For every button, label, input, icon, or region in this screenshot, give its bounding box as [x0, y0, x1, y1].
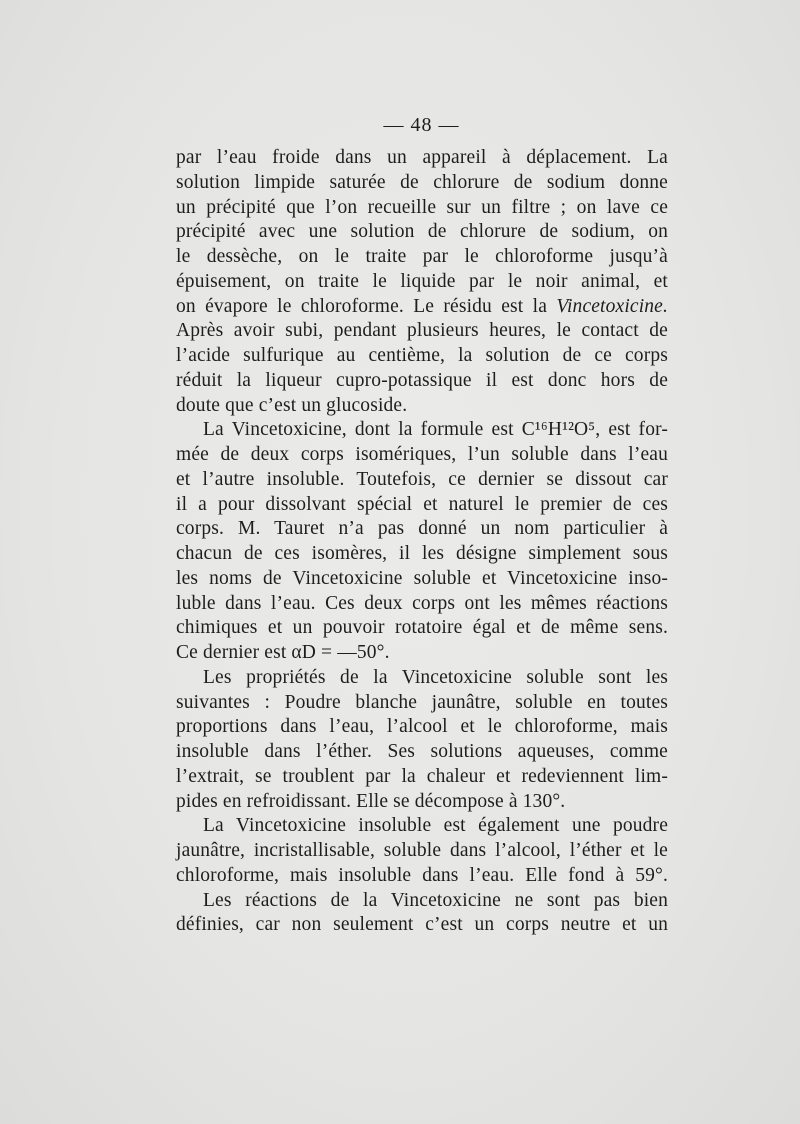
- text-line-content: insoluble dans l’éther. Ses solutions aqueuses, comme: [176, 741, 668, 762]
- italic-term: Vincetoxicine.: [556, 295, 668, 317]
- text-line-content: et l’autre insoluble. Toutefois, ce dernier se dissout car: [176, 468, 668, 490]
- text-line: [176, 468, 668, 493]
- text-line-content: précipité avec une solution de chlorure de sodium, on: [176, 221, 668, 243]
- text-line-content: l’acide sulfurique au centième, la solution de ce corps: [176, 345, 668, 366]
- text-line-content: luble dans l’eau. Ces deux corps ont les mêmes réactions: [176, 592, 668, 614]
- text-line-content: les noms de Vincetoxicine soluble et Vincetoxicine inso-: [176, 567, 668, 589]
- text-line-content: La Vincetoxicine, dont la formule est C¹⁶H¹²O⁵, est for-: [203, 419, 668, 441]
- text-line: [176, 765, 668, 790]
- text-line: [176, 517, 668, 542]
- text-line: [176, 146, 668, 171]
- text-line: [176, 542, 668, 567]
- text-line-content: doute que c’est un glucoside.: [176, 394, 408, 416]
- text-line: [176, 567, 668, 592]
- text-line: [176, 196, 668, 221]
- text-line: [176, 740, 668, 765]
- text-line: [176, 889, 668, 914]
- text-line-content: épuisement, on traite le liquide par le noir animal, et: [176, 270, 668, 292]
- text-line: [176, 790, 668, 815]
- text-line-content: pides en refroidissant. Elle se décompose à 130°.: [176, 790, 566, 812]
- text-line-content: Après avoir subi, pendant plusieurs heures, le contact de: [176, 320, 668, 342]
- text-line: [176, 691, 668, 716]
- text-line: [176, 839, 668, 864]
- text-line-content: il a pour dissolvant spécial et naturel le premier de ces: [176, 493, 668, 515]
- text-line: [176, 666, 668, 691]
- text-line-content: l’extrait, se troublent par la chaleur et redeviennent lim-: [176, 765, 668, 787]
- text-line-content: Les réactions de la Vincetoxicine ne sont pas bien: [203, 889, 668, 911]
- text-line-content: La Vincetoxicine insoluble est également une poudre: [203, 815, 668, 837]
- text-line-content: suivantes : Poudre blanche jaunâtre, soluble en toutes: [176, 691, 668, 713]
- text-line: [176, 369, 668, 394]
- body-text: [176, 146, 668, 938]
- text-line: [176, 592, 668, 617]
- text-line-content: Ce dernier est αD = —50°.: [176, 642, 390, 663]
- text-line-content: Les propriétés de la Vincetoxicine soluble sont les: [203, 666, 668, 688]
- text-line-content: un précipité que l’on recueille sur un filtre ; on lave ce: [176, 196, 668, 218]
- text-line: [176, 245, 668, 270]
- text-line-content: corps. M. Tauret n’a pas donné un nom particulier à: [176, 518, 668, 540]
- text-line: [176, 443, 668, 468]
- text-line-content: chacun de ces isomères, il les désigne simplement sous: [176, 543, 668, 564]
- text-line: [176, 715, 668, 740]
- text-line-content: par l’eau froide dans un appareil à déplacement. La: [176, 147, 668, 168]
- text-line: [176, 913, 668, 938]
- text-line-content: mée de deux corps isomériques, l’un soluble dans l’eau: [176, 444, 668, 465]
- page-number: — 48 —: [383, 114, 460, 136]
- text-line-content: on évapore le chloroforme. Le résidu est la: [176, 295, 548, 317]
- text-line: [176, 270, 668, 295]
- text-line: [176, 493, 668, 518]
- text-line: [176, 344, 668, 369]
- text-line: [176, 171, 668, 196]
- text-line: [176, 220, 668, 245]
- text-line: [176, 616, 668, 641]
- text-line: [176, 319, 668, 344]
- text-line-content: réduit la liqueur cupro-potassique il est donc hors de: [176, 369, 668, 391]
- text-line: [176, 394, 668, 419]
- text-line: [176, 864, 668, 889]
- text-line: [176, 641, 668, 666]
- text-line-content: définies, car non seulement c’est un corps neutre et un: [176, 914, 668, 936]
- text-line-content: le dessèche, on le traite par le chloroforme jusqu’à: [176, 246, 668, 267]
- text-line-content: proportions dans l’eau, l’alcool et le chloroforme, mais: [176, 716, 668, 738]
- text-line: [176, 295, 668, 320]
- text-line-content: solution limpide saturée de chlorure de sodium donne: [176, 171, 668, 193]
- text-line-content: chimiques et un pouvoir rotatoire égal et de même sens.: [176, 617, 668, 639]
- text-line: [176, 814, 668, 839]
- text-line-content: jaunâtre, incristallisable, soluble dans l’alcool, l’éther et le: [176, 840, 668, 861]
- text-line: [176, 418, 668, 443]
- text-line-content: chloroforme, mais insoluble dans l’eau. Elle fond à 59°.: [176, 864, 668, 886]
